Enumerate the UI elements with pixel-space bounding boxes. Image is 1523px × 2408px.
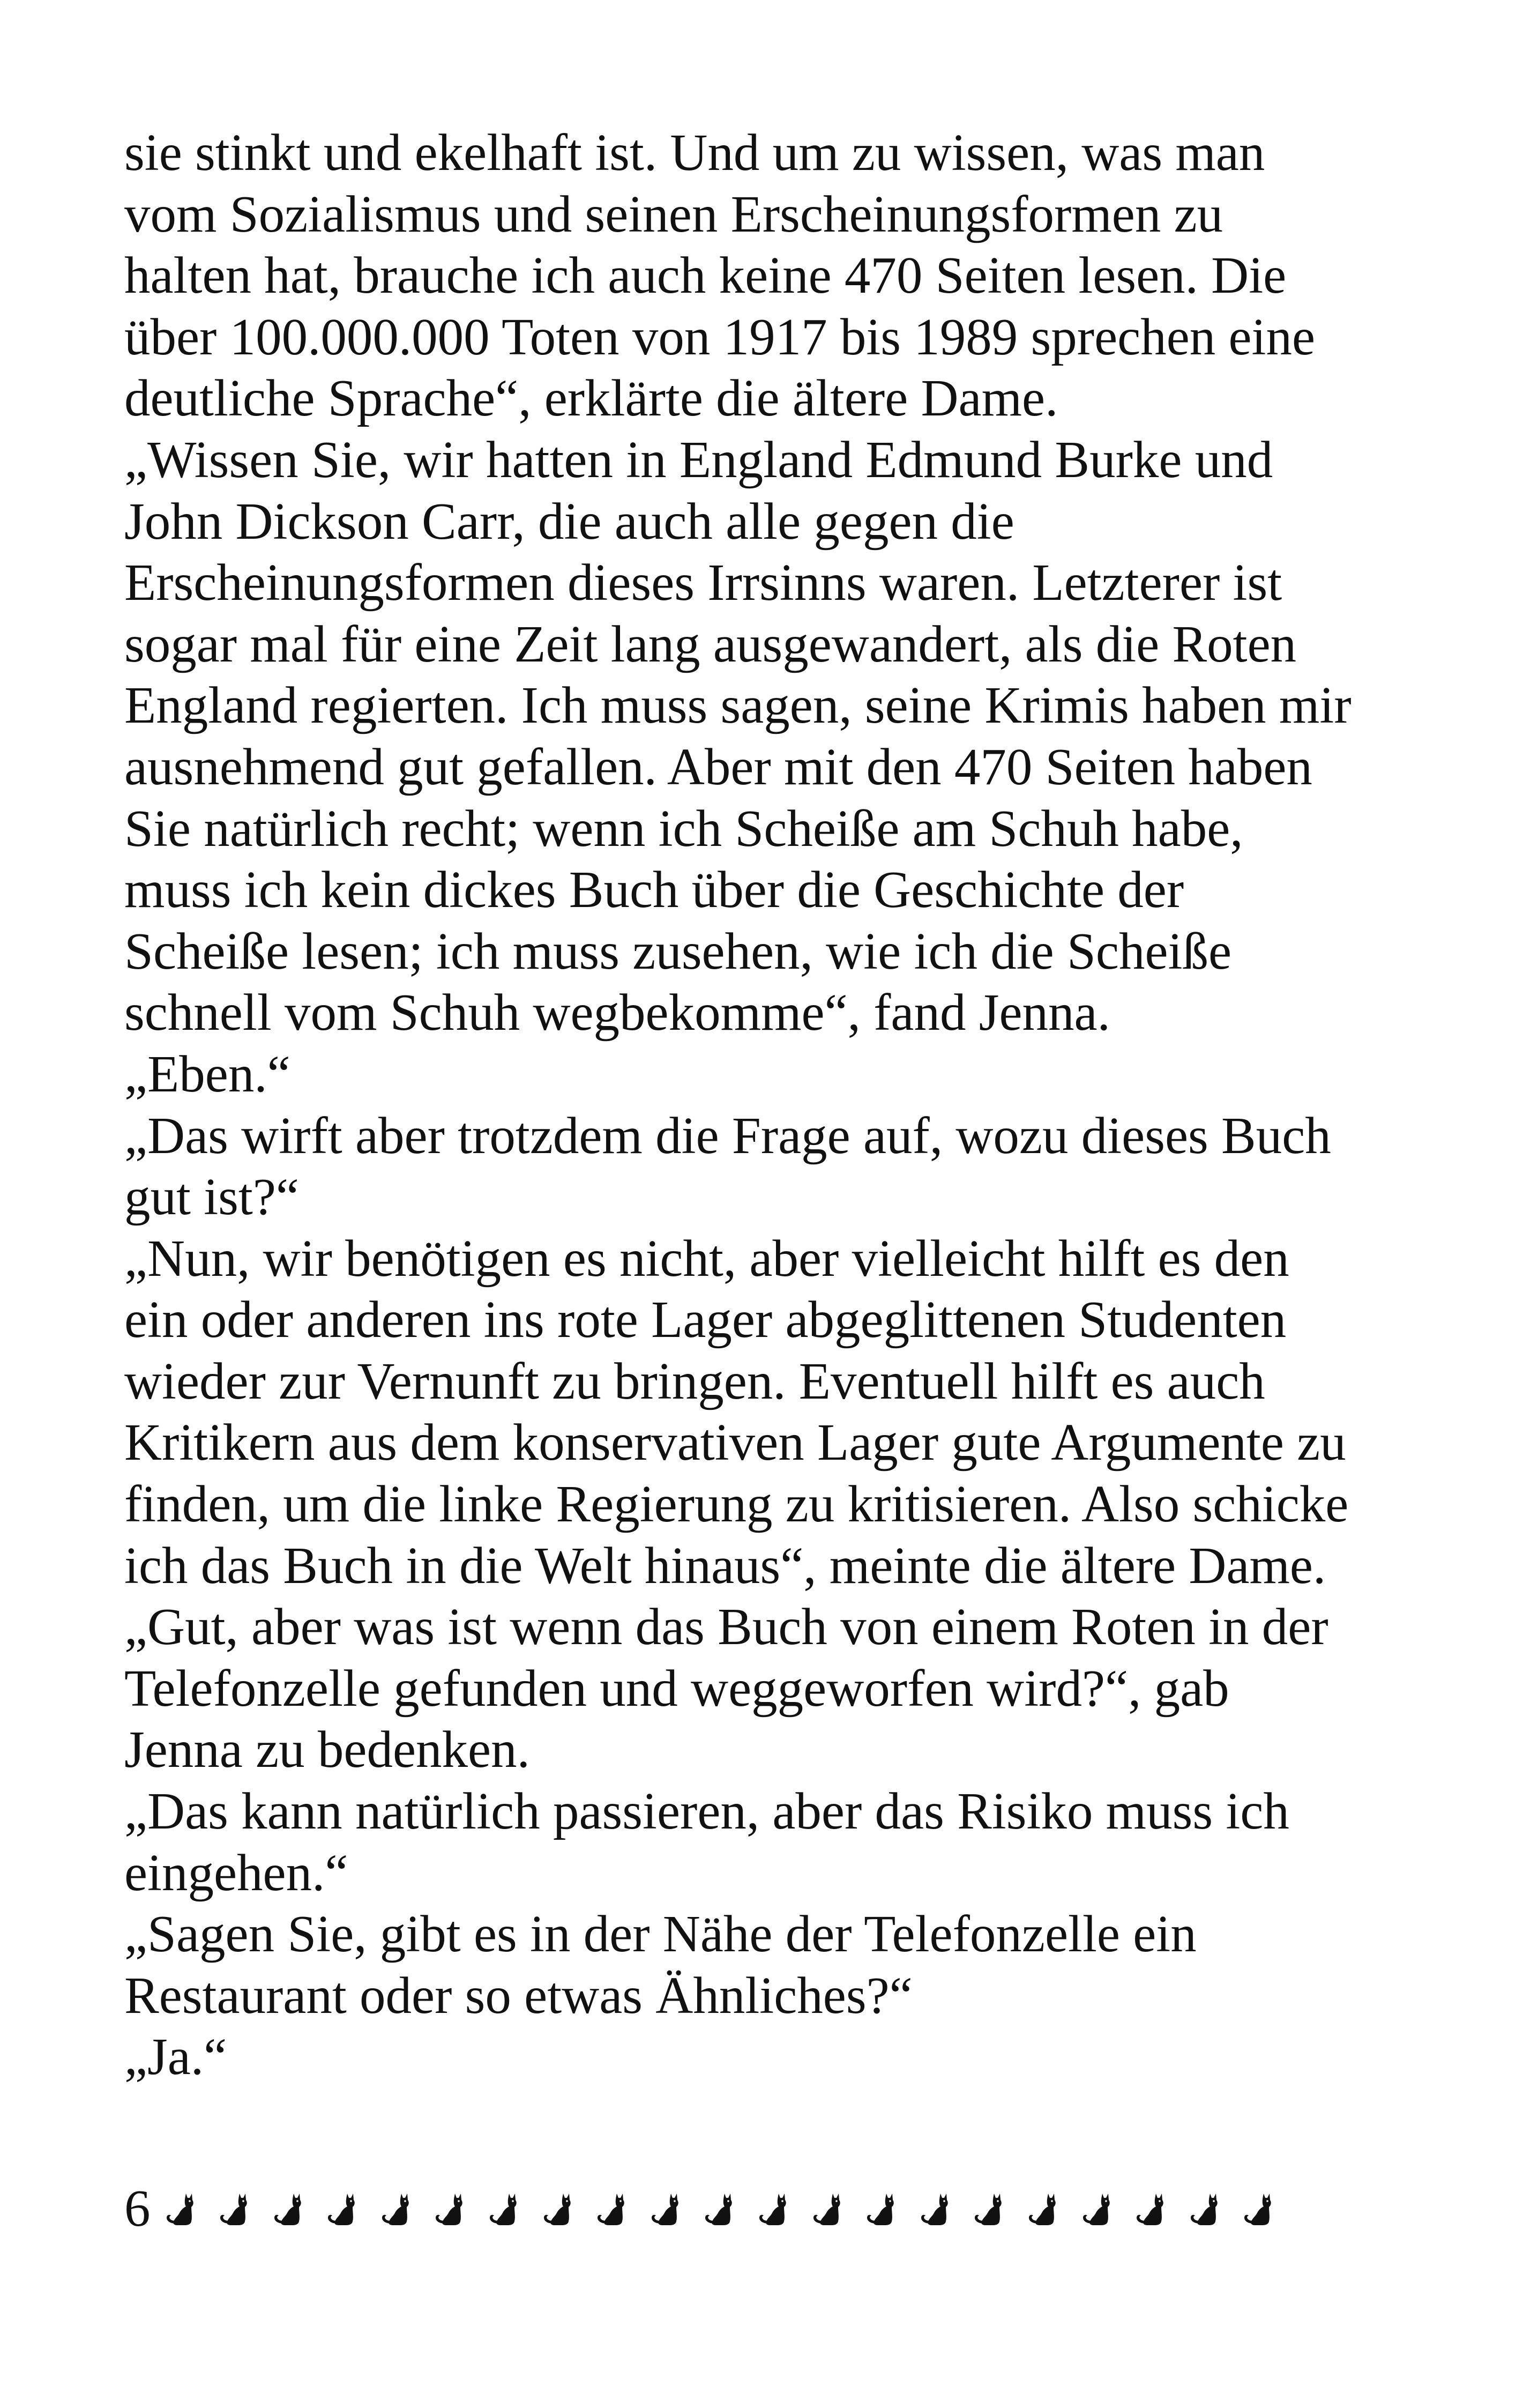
text-line: wieder zur Vernunft zu bringen. Eventuell hilft es auch: [124, 1352, 1265, 1410]
cat-silhouette-icon: [811, 2191, 842, 2226]
cat-silhouette-icon: [1242, 2191, 1273, 2226]
cat-silhouette-icon: [973, 2191, 1004, 2226]
text-line: eingehen.“: [124, 1844, 348, 1901]
text-line: „Das kann natürlich passieren, aber das Risiko muss ich: [124, 1782, 1289, 1840]
cat-silhouette-icon: [757, 2191, 788, 2226]
cat-silhouette-icon: [1134, 2191, 1166, 2226]
text-line: muss ich kein dickes Buch über die Geschichte der: [124, 861, 1184, 919]
text-line: John Dickson Carr, die auch alle gegen die: [124, 492, 1014, 550]
page-footer: [124, 2176, 1273, 2241]
page-number: 6: [124, 2180, 151, 2237]
text-line: deutliche Sprache“, erklärte die ältere Dame.: [124, 369, 1058, 427]
cat-silhouette-icon: [1027, 2191, 1058, 2226]
text-line: Restaurant oder so etwas Ähnliches?“: [124, 1966, 913, 2024]
text-line: ich das Buch in die Welt hinaus“, meinte die ältere Dame.: [124, 1536, 1326, 1594]
text-line: „Nun, wir benötigen es nicht, aber vielleicht hilft es den: [124, 1229, 1289, 1287]
text-line: „Wissen Sie, wir hatten in England Edmund Burke und: [124, 430, 1273, 488]
cat-silhouette-icon: [434, 2191, 465, 2226]
text-line: ein oder anderen ins rote Lager abgeglittenen Studenten: [124, 1291, 1287, 1349]
ornament-row: [165, 2191, 1274, 2226]
cat-silhouette-icon: [703, 2191, 734, 2226]
text-line: „Das wirft aber trotzdem die Frage auf, wozu dieses Buch: [124, 1106, 1331, 1164]
text-line: finden, um die linke Regierung zu kritisieren. Also schicke: [124, 1475, 1349, 1533]
cat-silhouette-icon: [865, 2191, 896, 2226]
cat-silhouette-icon: [595, 2191, 626, 2226]
cat-silhouette-icon: [165, 2191, 196, 2226]
cat-silhouette-icon: [1189, 2191, 1220, 2226]
cat-silhouette-icon: [218, 2191, 249, 2226]
cat-silhouette-icon: [542, 2191, 573, 2226]
cat-silhouette-icon: [326, 2191, 357, 2226]
text-line: „Gut, aber was ist wenn das Buch von einem Roten in der: [124, 1598, 1328, 1656]
text-line: schnell vom Schuh wegbekomme“, fand Jenna.: [124, 984, 1110, 1042]
text-line: „Sagen Sie, gibt es in der Nähe der Telefonzelle ein: [124, 1905, 1197, 1963]
cat-silhouette-icon: [919, 2191, 950, 2226]
text-line: halten hat, brauche ich auch keine 470 Seiten lesen. Die: [124, 247, 1287, 304]
text-line: über 100.000.000 Toten von 1917 bis 1989 sprechen eine: [124, 308, 1316, 366]
cat-silhouette-icon: [380, 2191, 411, 2226]
text-line: ausnehmend gut gefallen. Aber mit den 470 Seiten haben: [124, 738, 1312, 796]
cat-silhouette-icon: [1081, 2191, 1112, 2226]
text-line: Sie natürlich recht; wenn ich Scheiße am Schuh habe,: [124, 799, 1243, 857]
cat-silhouette-icon: [649, 2191, 681, 2226]
text-line: „Ja.“: [124, 2028, 227, 2086]
text-line: Jenna zu bedenken.: [124, 1721, 530, 1779]
text-line: Scheiße lesen; ich muss zusehen, wie ich die Scheiße: [124, 922, 1232, 980]
text-line: Kritikern aus dem konservativen Lager gute Argumente zu: [124, 1414, 1346, 1471]
text-line: „Eben.“: [124, 1045, 290, 1103]
text-line: Erscheinungsformen dieses Irrsinns waren. Letzterer ist: [124, 554, 1282, 612]
cat-silhouette-icon: [488, 2191, 519, 2226]
text-line: gut ist?“: [124, 1168, 299, 1226]
cat-silhouette-icon: [272, 2191, 303, 2226]
text-line: vom Sozialismus und seinen Erscheinungsformen zu: [124, 185, 1223, 243]
text-line: sie stinkt und ekelhaft ist. Und um zu wissen, was man: [124, 124, 1265, 181]
text-line: sogar mal für eine Zeit lang ausgewandert, als die Roten: [124, 615, 1297, 673]
text-line: England regierten. Ich muss sagen, seine Krimis haben mir: [124, 677, 1352, 734]
body-text: [124, 122, 1421, 2088]
text-line: Telefonzelle gefunden und weggeworfen wird?“, gab: [124, 1659, 1229, 1717]
